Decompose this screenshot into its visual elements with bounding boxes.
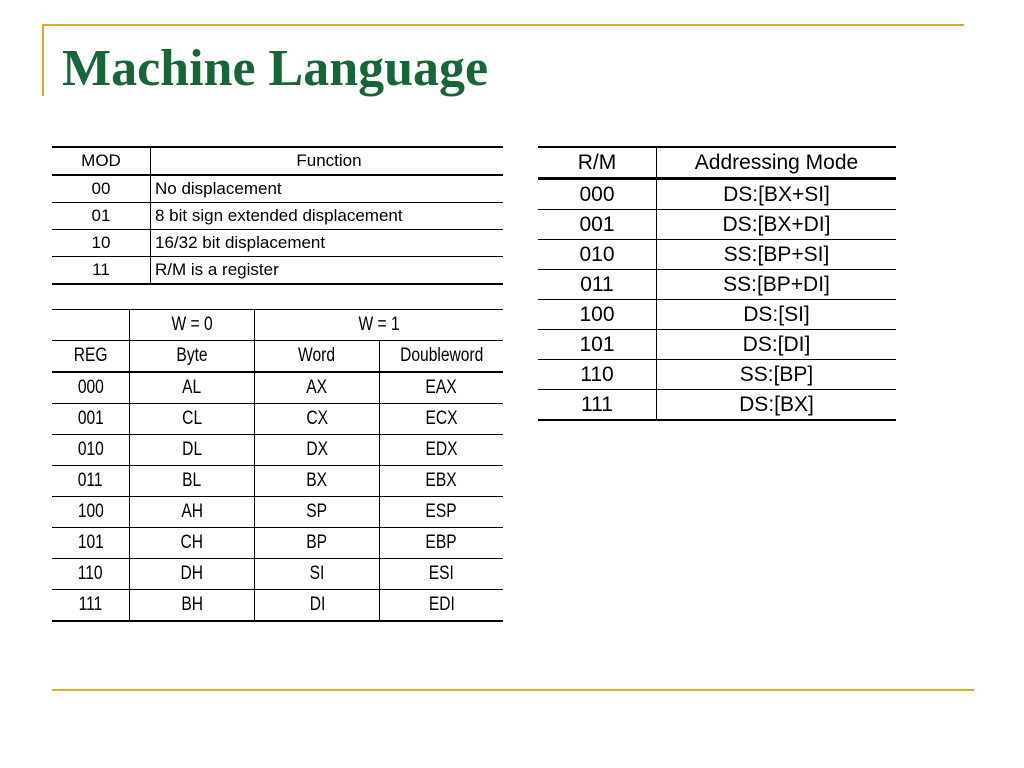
mod-cell: 11 <box>52 257 151 285</box>
addressing-mode-cell: DS:[BX+DI] <box>657 210 897 240</box>
mod-table-header-row <box>52 147 503 175</box>
byte-cell: BL <box>130 466 255 497</box>
function-header: Function <box>151 147 504 175</box>
doubleword-cell: ECX <box>380 404 504 435</box>
function-cell: 8 bit sign extended displacement <box>151 203 504 230</box>
group-header-w1: W = 1 <box>255 310 504 341</box>
rm-cell: 000 <box>538 179 657 210</box>
rm-table <box>538 146 896 421</box>
function-cell: R/M is a register <box>151 257 504 285</box>
doubleword-cell: EBX <box>380 466 504 497</box>
mod-table <box>52 146 503 285</box>
table-row <box>52 559 503 590</box>
rm-cell: 010 <box>538 240 657 270</box>
reg-table-header-row <box>52 341 503 373</box>
reg-cell: 111 <box>52 590 130 622</box>
addressing-mode-cell: DS:[SI] <box>657 300 897 330</box>
function-cell: No displacement <box>151 175 504 203</box>
reg-cell: 011 <box>52 466 130 497</box>
addressing-mode-cell: SS:[BP+DI] <box>657 270 897 300</box>
doubleword-cell: EDX <box>380 435 504 466</box>
word-cell: SP <box>255 497 380 528</box>
byte-cell: AL <box>130 372 255 404</box>
byte-cell: CH <box>130 528 255 559</box>
doubleword-cell: EAX <box>380 372 504 404</box>
addressing-mode-cell: DS:[DI] <box>657 330 897 360</box>
table-row <box>52 175 503 203</box>
reg-cell: 101 <box>52 528 130 559</box>
slide-title: Machine Language <box>62 40 489 97</box>
rm-cell: 100 <box>538 300 657 330</box>
rm-cell: 110 <box>538 360 657 390</box>
table-row <box>538 300 896 330</box>
mod-cell: 10 <box>52 230 151 257</box>
function-cell: 16/32 bit displacement <box>151 230 504 257</box>
addressing-mode-header: Addressing Mode <box>657 147 897 179</box>
byte-cell: AH <box>130 497 255 528</box>
table-row <box>52 404 503 435</box>
table-row <box>52 528 503 559</box>
byte-cell: BH <box>130 590 255 622</box>
word-cell: BX <box>255 466 380 497</box>
rm-cell: 111 <box>538 390 657 421</box>
addressing-mode-cell: SS:[BP+SI] <box>657 240 897 270</box>
addressing-mode-cell: DS:[BX] <box>657 390 897 421</box>
addressing-mode-cell: SS:[BP] <box>657 360 897 390</box>
mod-header: MOD <box>52 147 151 175</box>
table-row <box>538 390 896 421</box>
table-row <box>538 330 896 360</box>
byte-header: Byte <box>130 341 255 373</box>
table-row <box>52 257 503 285</box>
group-header-empty <box>52 310 130 341</box>
table-row <box>538 270 896 300</box>
byte-cell: CL <box>130 404 255 435</box>
rm-cell: 011 <box>538 270 657 300</box>
table-row <box>52 435 503 466</box>
rm-cell: 101 <box>538 330 657 360</box>
byte-cell: DH <box>130 559 255 590</box>
table-row <box>538 360 896 390</box>
rm-table-header-row <box>538 147 896 179</box>
table-row <box>52 203 503 230</box>
reg-table <box>52 309 503 622</box>
doubleword-header: Doubleword <box>380 341 504 373</box>
group-header-w0: W = 0 <box>130 310 255 341</box>
doubleword-cell: EBP <box>380 528 504 559</box>
reg-header: REG <box>52 341 130 373</box>
left-accent-line <box>42 24 44 96</box>
word-cell: DI <box>255 590 380 622</box>
bottom-accent-line <box>52 689 974 691</box>
byte-cell: DL <box>130 435 255 466</box>
reg-cell: 100 <box>52 497 130 528</box>
table-row <box>538 210 896 240</box>
reg-cell: 001 <box>52 404 130 435</box>
top-accent-line <box>42 24 964 26</box>
word-cell: AX <box>255 372 380 404</box>
addressing-mode-cell: DS:[BX+SI] <box>657 179 897 210</box>
table-row <box>52 466 503 497</box>
reg-cell: 010 <box>52 435 130 466</box>
doubleword-cell: ESI <box>380 559 504 590</box>
table-row <box>538 240 896 270</box>
doubleword-cell: EDI <box>380 590 504 622</box>
word-header: Word <box>255 341 380 373</box>
table-row <box>52 230 503 257</box>
mod-cell: 00 <box>52 175 151 203</box>
reg-cell: 000 <box>52 372 130 404</box>
table-row <box>52 590 503 622</box>
word-cell: SI <box>255 559 380 590</box>
doubleword-cell: ESP <box>380 497 504 528</box>
rm-header: R/M <box>538 147 657 179</box>
reg-table-group-header-row <box>52 310 503 341</box>
mod-cell: 01 <box>52 203 151 230</box>
word-cell: DX <box>255 435 380 466</box>
table-row <box>52 372 503 404</box>
word-cell: CX <box>255 404 380 435</box>
rm-cell: 001 <box>538 210 657 240</box>
word-cell: BP <box>255 528 380 559</box>
reg-cell: 110 <box>52 559 130 590</box>
table-row <box>52 497 503 528</box>
table-row <box>538 179 896 210</box>
